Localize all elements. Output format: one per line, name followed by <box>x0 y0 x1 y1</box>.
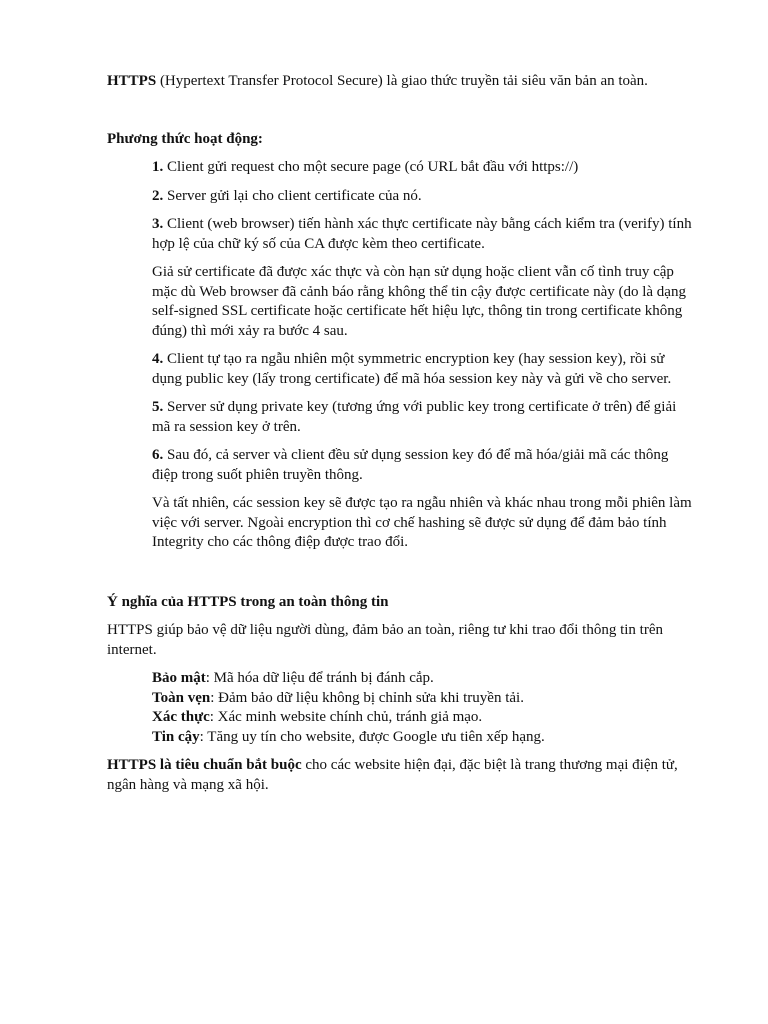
benefit-item <box>152 669 697 689</box>
intro-paragraph <box>107 72 697 92</box>
operation-steps <box>152 158 697 553</box>
step-number: 2. <box>152 187 164 204</box>
benefits-list <box>152 669 697 747</box>
benefit-text: : Mã hóa dữ liệu để tránh bị đánh cắp. <box>205 670 434 686</box>
step-text: Client tự tạo ra ngẫu nhiên một symmetric encryption key (hay session key), rồi sử dụng public key (lấy trong certificate) để mã hóa session key này và gửi về cho server. <box>152 351 672 387</box>
step-number: 5. <box>152 399 164 415</box>
step-1 <box>152 158 697 178</box>
step-number: 6. <box>152 447 164 463</box>
step-6 <box>152 446 697 485</box>
benefit-text: : Đảm bảo dữ liệu không bị chỉnh sửa khi truyền tải. <box>210 689 524 706</box>
step-6-note <box>152 494 697 553</box>
benefit-item <box>152 728 697 748</box>
meaning-intro: HTTPS giúp bảo vệ dữ liệu người dùng, đảm bảo an toàn, riêng tư khi trao đổi thông tin trên internet. <box>107 622 663 658</box>
conclusion-term: HTTPS là tiêu chuẩn bắt buộc <box>107 757 302 773</box>
benefit-item <box>152 689 697 709</box>
intro-text: (Hypertext Transfer Protocol Secure) là giao thức truyền tải siêu văn bản an toàn. <box>156 73 648 89</box>
step-text: Server gửi lại cho client certificate của nó. <box>163 187 422 204</box>
step-text: Giả sử certificate đã được xác thực và còn hạn sử dụng hoặc client vẫn cố tình truy cập mặc dù Web browser đã cảnh báo rằng không thể tin cậy được certificate này (do là dạng self-signed SSL certificate hoặc certificate hết hiệu lực, thông tin trong certificate không đúng) thì mới xảy ra bước 4 sau. <box>152 264 686 339</box>
step-5 <box>152 398 697 437</box>
step-4 <box>152 350 697 389</box>
operation-heading: Phương thức hoạt động: <box>107 130 263 147</box>
benefit-term: Bảo mật <box>152 670 206 686</box>
benefit-text: : Xác minh website chính chủ, tránh giả mạo. <box>209 709 483 725</box>
benefit-term: Xác thực <box>152 709 210 725</box>
meaning-heading: Ý nghĩa của HTTPS trong an toàn thông tin <box>107 593 389 610</box>
benefit-item <box>152 708 697 728</box>
intro-term: HTTPS <box>107 73 157 89</box>
benefit-term: Toàn vẹn <box>152 689 211 706</box>
step-3 <box>152 215 697 254</box>
step-text: Server sử dụng private key (tương ứng với public key trong certificate ở trên) để giải mã ra session key ở trên. <box>152 399 677 435</box>
step-text: Client (web browser) tiến hành xác thực certificate này bằng cách kiểm tra (verify) tính hợp lệ của chữ ký số của CA được kèm theo certificate. <box>152 216 692 252</box>
step-3-note <box>152 263 697 341</box>
step-text: Và tất nhiên, các session key sẽ được tạo ra ngẫu nhiên và khác nhau trong mỗi phiên làm việc với server. Ngoài encryption thì cơ chế hashing sẽ được sử dụng để đảm bảo tính Integrity cho các thông điệp được trao đổi. <box>152 495 692 550</box>
step-2 <box>152 187 697 207</box>
document-page <box>107 72 697 795</box>
step-number: 4. <box>152 351 164 367</box>
benefit-text: : Tăng uy tín cho website, được Google ưu tiên xếp hạng. <box>199 728 545 745</box>
conclusion-paragraph <box>107 756 697 795</box>
step-number: 3. <box>152 216 164 232</box>
conclusion-text: cho các website hiện đại, đặc biệt là trang thương mại điện tử, ngân hàng và mạng xã hội. <box>107 757 678 793</box>
step-text: Client gửi request cho một secure page (có URL bắt đầu với https://) <box>163 159 579 175</box>
step-number: 1. <box>152 159 164 175</box>
benefit-term: Tin cậy <box>152 728 200 745</box>
step-text: Sau đó, cả server và client đều sử dụng session key đó để mã hóa/giải mã các thông điệp trong suốt phiên truyền thông. <box>152 447 669 483</box>
